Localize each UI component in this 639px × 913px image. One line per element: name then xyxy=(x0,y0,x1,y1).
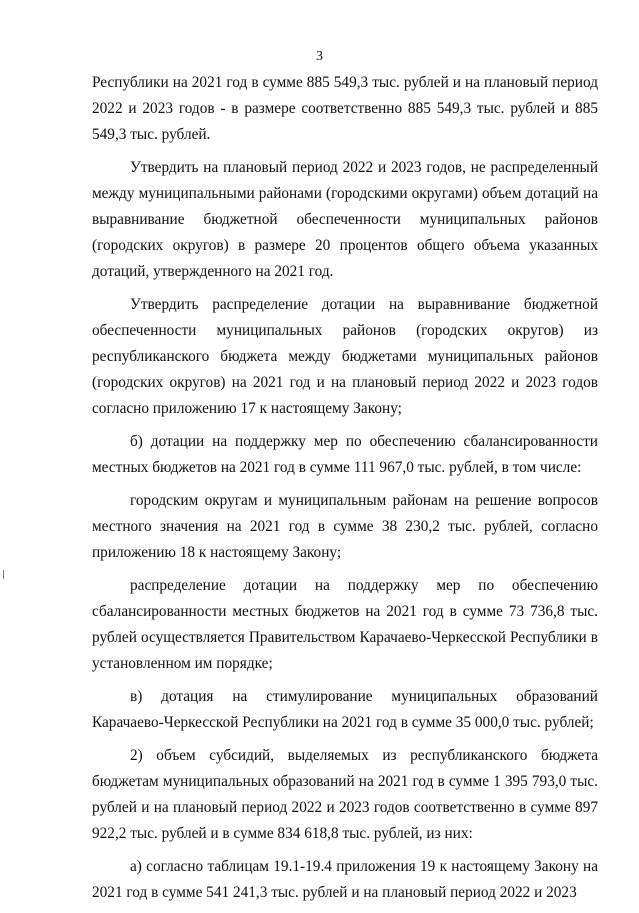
paragraph-local-issues: городским округам и муниципальным районам на решение вопросов местного значения на 2021 год в сумме 38 230,2 тыс. рублей, согласно приложению 18 к настоящему Закону; xyxy=(92,492,598,561)
document-body xyxy=(92,70,598,913)
paragraph-item-2: 2) объем субсидий, выделяемых из республиканского бюджета бюджетам муниципальных образований на 2021 год в сумме 1 395 793,0 тыс. рублей и на плановый период 2022 и 2023 годов соответственно в сумме 897 922,2 тыс. рублей и в сумме 834 618,8 тыс. рублей, из них: xyxy=(92,747,598,842)
paragraph-continuation: Республики на 2021 год в сумме 885 549,3 тыс. рублей и на плановый период 2022 и 2023 годов - в размере соответственно 885 549,3 тыс. рублей и 885 549,3 тыс. рублей. xyxy=(92,74,598,143)
page-number: 3 xyxy=(316,49,323,64)
paragraph-item-v: в) дотация на стимулирование муниципальных образований Карачаево-Черкесской Республики на 2021 год в сумме 35 000,0 тыс. рублей; xyxy=(92,688,598,731)
paragraph-balance-distribution: распределение дотации на поддержку мер по обеспечению сбалансированности местных бюджетов на 2021 год в сумме 73 736,8 тыс. рублей осуществляется Правительством Карачаево-Черкесской Республики в установленном им порядке; xyxy=(92,577,598,672)
paragraph-undistributed-dotations: Утвердить на плановый период 2022 и 2023 годов, не распределенный между муниципальными районами (городскими округами) объем дотаций на выравнивание бюджетной обеспеченности муниципальных районов (городских округов) в размере 20 процентов общего объема указанных дотаций, утвержденного на 2021 год. xyxy=(92,159,598,280)
paragraph-item-b: б) дотации на поддержку мер по обеспечению сбалансированности местных бюджетов на 2021 год в сумме 111 967,0 тыс. рублей, в том числе: xyxy=(92,433,598,476)
paragraph-item-a: а) согласно таблицам 19.1-19.4 приложения 19 к настоящему Закону на 2021 год в сумме 541 241,3 тыс. рублей и на плановый период 2022 и 2023 xyxy=(92,858,598,901)
margin-mark xyxy=(3,570,4,579)
paragraph-dotation-distribution: Утвердить распределение дотации на выравнивание бюджетной обеспеченности муниципальных районов (городских округов) из республиканского бюджета между бюджетами муниципальных районов (городских округов) на 2021 год и на плановый период 2022 и 2023 годов согласно приложению 17 к настоящему Закону; xyxy=(92,296,598,417)
